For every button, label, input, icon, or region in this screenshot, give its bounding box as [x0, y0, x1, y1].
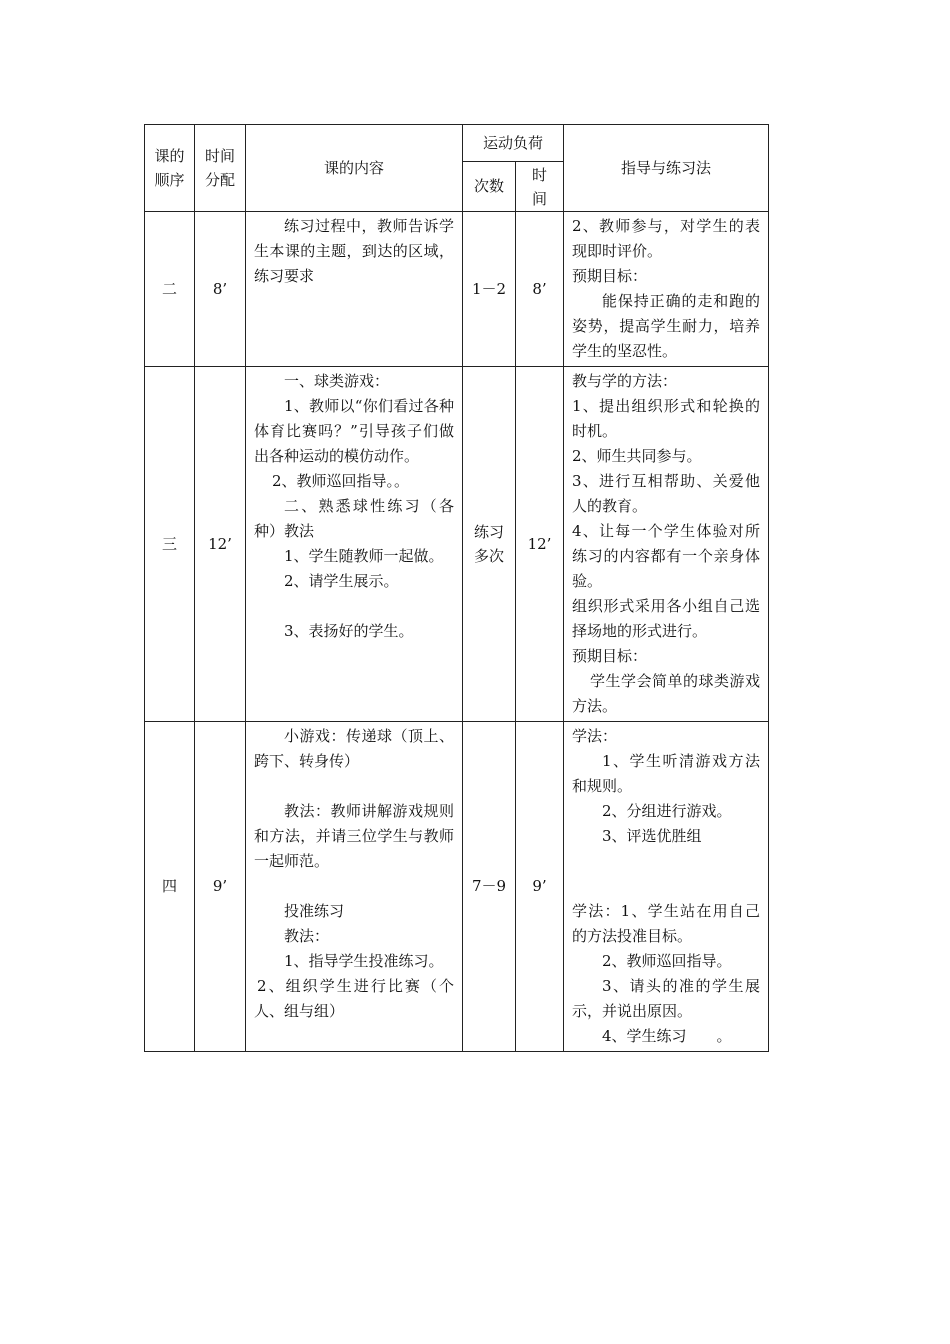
row-duration: 12’ — [516, 367, 564, 722]
row-order: 二 — [145, 212, 195, 367]
content-line: 练习过程中，教师告诉学生本课的主题，到达的区域，练习要求 — [254, 217, 454, 285]
row-time: 9’ — [195, 722, 246, 1052]
content-line: 2、组织学生进行比赛（个人、组与组） — [254, 977, 454, 1020]
content-line: 二、熟悉球性练习（各种）教法 — [254, 497, 454, 540]
content-line: 2、请学生展示。 — [284, 572, 399, 590]
header-content: 课的内容 — [246, 125, 463, 212]
content-line: 3、表扬好的学生。 — [284, 622, 414, 640]
row-content — [246, 367, 463, 722]
content-line — [254, 594, 454, 619]
content-line — [254, 874, 454, 899]
row-order: 四 — [145, 722, 195, 1052]
header-guidance: 指导与练习法 — [564, 125, 769, 212]
row-guidance — [564, 212, 769, 367]
guidance-line: 3、请头的准的学生展示，并说出原因。 — [572, 977, 761, 1020]
guidance-line: 组织形式采用各小组自己选择场地的形式进行。 — [572, 597, 761, 640]
content-line: 教法： — [284, 927, 330, 945]
guidance-line: 教与学的方法： — [572, 372, 678, 390]
guidance-line: 2、分组进行游戏。 — [602, 802, 732, 820]
guidance-line: 2、师生共同参与。 — [572, 447, 702, 465]
content-line: 1、教师以“你们看过各种体育比赛吗？”引导孩子们做出各种运动的模仿动作。 — [254, 397, 454, 465]
guidance-line: 能保持正确的走和跑的姿势，提高学生耐力，培养学生的坚忍性。 — [572, 292, 761, 360]
row-count: 7－9 — [463, 722, 516, 1052]
guidance-line: 学生学会简单的球类游戏方法。 — [572, 672, 761, 715]
row-guidance — [564, 722, 769, 1052]
table-row — [145, 722, 769, 1052]
row-content — [246, 212, 463, 367]
guidance-line: 2、教师参与，对学生的表现即时评价。 — [572, 217, 761, 260]
guidance-line: 预期目标： — [572, 647, 648, 665]
header-duration: 时 间 — [516, 162, 564, 212]
row-count: 1－2 — [463, 212, 516, 367]
guidance-line: 学法：1、学生站在用自己的方法投准目标。 — [572, 902, 761, 945]
guidance-line: 3、评选优胜组 — [602, 827, 702, 845]
content-line: 1、指导学生投准练习。 — [284, 952, 444, 970]
guidance-line — [572, 874, 760, 899]
lesson-plan-table — [144, 124, 769, 1052]
row-content — [246, 722, 463, 1052]
row-count: 练习 多次 — [463, 367, 516, 722]
header-load: 运动负荷 — [463, 125, 564, 162]
content-line: 一、球类游戏： — [284, 372, 390, 390]
content-line: 2、教师巡回指导。。 — [272, 472, 410, 490]
row-guidance — [564, 367, 769, 722]
guidance-line: 学法： — [572, 727, 618, 745]
content-line: 投准练习 — [284, 902, 345, 920]
table-row — [145, 367, 769, 722]
header-count: 次数 — [463, 162, 516, 212]
row-time: 12’ — [195, 367, 246, 722]
guidance-line: 2、教师巡回指导。 — [602, 952, 732, 970]
content-line: 1、学生随教师一起做。 — [284, 547, 444, 565]
content-line: 小游戏：传递球（顶上、跨下、转身传） — [254, 727, 454, 770]
guidance-line: 1、学生听清游戏方法和规则。 — [572, 752, 761, 795]
header-time: 时间 分配 — [195, 125, 246, 212]
guidance-line: 预期目标： — [572, 267, 648, 285]
guidance-line: 4、让每一个学生体验对所练习的内容都有一个亲身体验。 — [572, 522, 761, 590]
content-line — [254, 774, 454, 799]
content-line: 教法：教师讲解游戏规则和方法，并请三位学生与教师一起师范。 — [254, 802, 454, 870]
guidance-line: 3、进行互相帮助、关爱他人的教育。 — [572, 472, 761, 515]
row-duration: 8’ — [516, 212, 564, 367]
guidance-line: 1、提出组织形式和轮换的时机。 — [572, 397, 761, 440]
row-time: 8’ — [195, 212, 246, 367]
row-order: 三 — [145, 367, 195, 722]
guidance-line — [572, 849, 760, 874]
guidance-line: 4、学生练习 。 — [602, 1027, 732, 1045]
header-order: 课的 顺序 — [145, 125, 195, 212]
table-row — [145, 212, 769, 367]
row-duration: 9’ — [516, 722, 564, 1052]
